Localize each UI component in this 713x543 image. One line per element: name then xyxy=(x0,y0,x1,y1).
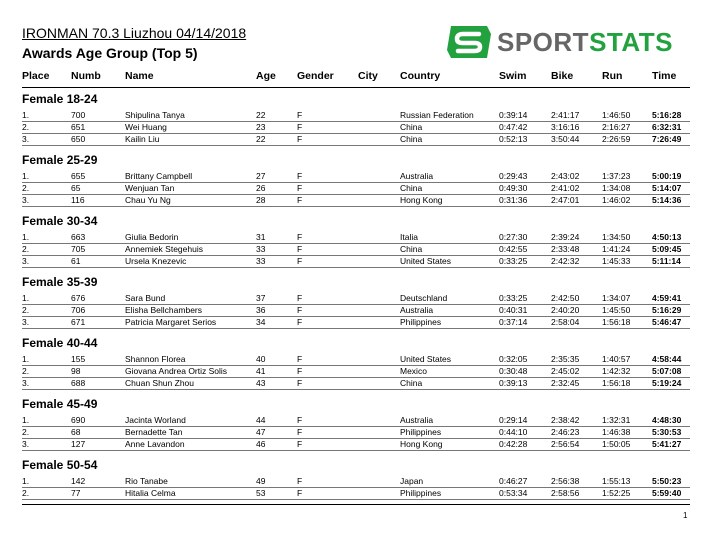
cell-bike: 2:45:02 xyxy=(551,366,580,376)
cell-age: 36 xyxy=(256,305,266,315)
cell-place: 3. xyxy=(22,317,30,327)
cell-gender: F xyxy=(297,366,303,376)
column-header-city: City xyxy=(358,70,378,82)
cell-swim: 0:29:43 xyxy=(499,171,528,181)
cell-place: 3. xyxy=(22,134,30,144)
cell-place: 2. xyxy=(22,244,30,254)
age-group-title: Female 45-49 xyxy=(22,397,98,411)
cell-bike: 2:38:42 xyxy=(551,415,580,425)
cell-run: 1:45:50 xyxy=(602,305,631,315)
cell-run: 1:32:31 xyxy=(602,415,631,425)
cell-time: 5:30:53 xyxy=(652,427,682,437)
cell-time: 5:11:14 xyxy=(652,256,681,266)
table-row xyxy=(22,194,690,207)
cell-place: 2. xyxy=(22,122,30,132)
age-group-title: Female 40-44 xyxy=(22,336,98,350)
cell-name: Chuan Shun Zhou xyxy=(125,378,194,388)
cell-time: 5:00:19 xyxy=(652,171,682,181)
cell-age: 23 xyxy=(256,122,266,132)
cell-country: Mexico xyxy=(400,366,427,376)
cell-bike: 2:43:02 xyxy=(551,171,580,181)
cell-run: 1:50:05 xyxy=(602,439,631,449)
cell-country: Russian Federation xyxy=(400,110,474,120)
cell-run: 1:34:50 xyxy=(602,232,631,242)
cell-time: 5:41:27 xyxy=(652,439,682,449)
cell-time: 4:48:30 xyxy=(652,415,682,425)
sportstats-s-icon xyxy=(445,24,493,60)
page-number: 1 xyxy=(683,511,688,520)
cell-gender: F xyxy=(297,256,303,266)
cell-bike: 3:16:16 xyxy=(551,122,580,132)
cell-gender: F xyxy=(297,195,303,205)
cell-numb: 116 xyxy=(71,195,85,205)
cell-country: Philippines xyxy=(400,317,442,327)
cell-bike: 2:42:32 xyxy=(551,256,580,266)
cell-bike: 2:56:54 xyxy=(551,439,580,449)
cell-time: 4:50:13 xyxy=(652,232,682,242)
cell-name: Rio Tanabe xyxy=(125,476,168,486)
cell-numb: 690 xyxy=(71,415,86,425)
column-header-numb: Numb xyxy=(71,70,101,82)
cell-bike: 2:32:45 xyxy=(551,378,580,388)
cell-age: 40 xyxy=(256,354,266,364)
cell-name: Shipulina Tanya xyxy=(125,110,185,120)
cell-gender: F xyxy=(297,488,303,498)
cell-age: 31 xyxy=(256,232,266,242)
cell-name: Shannon Florea xyxy=(125,354,186,364)
cell-age: 33 xyxy=(256,256,266,266)
cell-place: 1. xyxy=(22,293,30,303)
cell-gender: F xyxy=(297,427,303,437)
cell-age: 49 xyxy=(256,476,266,486)
cell-age: 53 xyxy=(256,488,266,498)
cell-age: 33 xyxy=(256,244,266,254)
cell-country: China xyxy=(400,134,423,144)
age-group-title: Female 25-29 xyxy=(22,153,98,167)
cell-name: Chau Yu Ng xyxy=(125,195,171,205)
cell-gender: F xyxy=(297,183,303,193)
cell-run: 2:16:27 xyxy=(602,122,631,132)
cell-gender: F xyxy=(297,378,303,388)
cell-bike: 2:40:20 xyxy=(551,305,580,315)
cell-swim: 0:42:28 xyxy=(499,439,528,449)
cell-numb: 655 xyxy=(71,171,86,181)
cell-bike: 2:58:04 xyxy=(551,317,580,327)
cell-gender: F xyxy=(297,439,303,449)
table-row xyxy=(22,377,690,390)
cell-name: Brittany Campbell xyxy=(125,171,193,181)
column-header-place: Place xyxy=(22,70,50,82)
cell-numb: 676 xyxy=(71,293,86,303)
table-row xyxy=(22,438,690,451)
table-row xyxy=(22,487,690,500)
cell-time: 5:46:47 xyxy=(652,317,682,327)
cell-run: 2:26:59 xyxy=(602,134,631,144)
cell-run: 1:52:25 xyxy=(602,488,631,498)
cell-name: Annemiek Stegehuis xyxy=(125,244,203,254)
column-header-name: Name xyxy=(125,70,154,82)
cell-country: Hong Kong xyxy=(400,439,443,449)
column-header-country: Country xyxy=(400,70,441,82)
cell-bike: 2:47:01 xyxy=(551,195,580,205)
cell-country: Italia xyxy=(400,232,418,242)
cell-place: 1. xyxy=(22,415,30,425)
cell-age: 47 xyxy=(256,427,266,437)
cell-country: Australia xyxy=(400,415,434,425)
cell-swim: 0:39:13 xyxy=(499,378,528,388)
cell-place: 2. xyxy=(22,488,30,498)
cell-country: Hong Kong xyxy=(400,195,443,205)
cell-place: 3. xyxy=(22,378,30,388)
cell-time: 7:26:49 xyxy=(652,134,682,144)
cell-country: Australia xyxy=(400,171,434,181)
cell-age: 46 xyxy=(256,439,266,449)
cell-gender: F xyxy=(297,305,303,315)
cell-numb: 68 xyxy=(71,427,81,437)
cell-country: Australia xyxy=(400,305,434,315)
cell-place: 3. xyxy=(22,195,30,205)
cell-time: 5:16:29 xyxy=(652,305,682,315)
cell-numb: 127 xyxy=(71,439,86,449)
cell-name: Kailin Liu xyxy=(125,134,160,144)
cell-numb: 77 xyxy=(71,488,81,498)
cell-swim: 0:37:14 xyxy=(499,317,528,327)
cell-age: 28 xyxy=(256,195,266,205)
cell-run: 1:37:23 xyxy=(602,171,631,181)
cell-age: 22 xyxy=(256,134,266,144)
sportstats-logo xyxy=(445,24,673,60)
cell-age: 26 xyxy=(256,183,266,193)
cell-numb: 651 xyxy=(71,122,86,132)
cell-place: 1. xyxy=(22,354,30,364)
cell-age: 37 xyxy=(256,293,266,303)
cell-time: 4:59:41 xyxy=(652,293,682,303)
report-title: IRONMAN 70.3 Liuzhou 04/14/2018 xyxy=(22,25,247,41)
cell-age: 27 xyxy=(256,171,266,181)
table-row xyxy=(22,316,690,329)
cell-name: Bernadette Tan xyxy=(125,427,183,437)
table-row xyxy=(22,255,690,268)
cell-name: Elisha Bellchambers xyxy=(125,305,203,315)
cell-gender: F xyxy=(297,171,303,181)
cell-country: Philippines xyxy=(400,427,442,437)
cell-run: 1:41:24 xyxy=(602,244,631,254)
cell-swim: 0:52:13 xyxy=(499,134,528,144)
cell-numb: 61 xyxy=(71,256,81,266)
cell-time: 5:09:45 xyxy=(652,244,682,254)
cell-run: 1:40:57 xyxy=(602,354,631,364)
cell-bike: 2:46:23 xyxy=(551,427,580,437)
age-group-title: Female 18-24 xyxy=(22,92,98,106)
cell-bike: 2:41:02 xyxy=(551,183,580,193)
cell-numb: 663 xyxy=(71,232,86,242)
cell-run: 1:46:50 xyxy=(602,110,631,120)
cell-time: 5:14:07 xyxy=(652,183,682,193)
cell-numb: 705 xyxy=(71,244,86,254)
cell-swim: 0:31:36 xyxy=(499,195,528,205)
age-group-title: Female 50-54 xyxy=(22,458,98,472)
cell-name: Sara Bund xyxy=(125,293,166,303)
cell-run: 1:34:08 xyxy=(602,183,631,193)
cell-name: Patricia Margaret Serios xyxy=(125,317,217,327)
cell-name: Giulia Bedorin xyxy=(125,232,179,242)
cell-run: 1:45:33 xyxy=(602,256,631,266)
cell-place: 2. xyxy=(22,427,30,437)
cell-swim: 0:30:48 xyxy=(499,366,528,376)
column-header-age: Age xyxy=(256,70,276,82)
cell-country: Philippines xyxy=(400,488,442,498)
cell-swim: 0:47:42 xyxy=(499,122,528,132)
cell-bike: 2:33:48 xyxy=(551,244,580,254)
cell-country: China xyxy=(400,378,423,388)
cell-name: Wei Huang xyxy=(125,122,167,132)
cell-place: 1. xyxy=(22,476,30,486)
cell-gender: F xyxy=(297,354,303,364)
column-header-gender: Gender xyxy=(297,70,334,82)
cell-run: 1:46:02 xyxy=(602,195,631,205)
cell-swim: 0:27:30 xyxy=(499,232,528,242)
cell-name: Anne Lavandon xyxy=(125,439,185,449)
cell-time: 6:32:31 xyxy=(652,122,682,132)
cell-numb: 688 xyxy=(71,378,86,388)
logo-wordmark: SPORTSTATS xyxy=(497,27,673,57)
cell-run: 1:56:18 xyxy=(602,317,631,327)
cell-country: United States xyxy=(400,256,452,266)
cell-age: 41 xyxy=(256,366,266,376)
table-row xyxy=(22,133,690,146)
cell-bike: 2:39:24 xyxy=(551,232,580,242)
cell-run: 1:55:13 xyxy=(602,476,631,486)
cell-gender: F xyxy=(297,134,303,144)
cell-place: 3. xyxy=(22,256,30,266)
cell-swim: 0:53:34 xyxy=(499,488,528,498)
column-header-run: Run xyxy=(602,70,623,82)
cell-country: Deutschland xyxy=(400,293,448,303)
cell-numb: 65 xyxy=(71,183,81,193)
cell-place: 1. xyxy=(22,171,30,181)
cell-numb: 142 xyxy=(71,476,86,486)
cell-name: Jacinta Worland xyxy=(125,415,186,425)
cell-time: 5:59:40 xyxy=(652,488,682,498)
cell-place: 2. xyxy=(22,305,30,315)
cell-swim: 0:42:55 xyxy=(499,244,528,254)
cell-bike: 2:41:17 xyxy=(551,110,580,120)
cell-swim: 0:29:14 xyxy=(499,415,528,425)
cell-run: 1:56:18 xyxy=(602,378,631,388)
cell-time: 5:50:23 xyxy=(652,476,682,486)
cell-bike: 2:56:38 xyxy=(551,476,580,486)
column-header-bike: Bike xyxy=(551,70,574,82)
cell-gender: F xyxy=(297,476,303,486)
cell-place: 3. xyxy=(22,439,30,449)
cell-age: 43 xyxy=(256,378,266,388)
cell-swim: 0:33:25 xyxy=(499,256,528,266)
cell-swim: 0:39:14 xyxy=(499,110,528,120)
cell-numb: 706 xyxy=(71,305,86,315)
cell-swim: 0:40:31 xyxy=(499,305,528,315)
cell-run: 1:34:07 xyxy=(602,293,631,303)
cell-place: 2. xyxy=(22,366,30,376)
cell-gender: F xyxy=(297,110,303,120)
cell-gender: F xyxy=(297,122,303,132)
cell-name: Ursela Knezevic xyxy=(125,256,187,266)
cell-swim: 0:32:05 xyxy=(499,354,528,364)
cell-time: 5:16:28 xyxy=(652,110,682,120)
cell-gender: F xyxy=(297,244,303,254)
cell-time: 5:07:08 xyxy=(652,366,682,376)
cell-country: United States xyxy=(400,354,452,364)
column-header-time: Time xyxy=(652,70,677,82)
cell-age: 22 xyxy=(256,110,266,120)
cell-gender: F xyxy=(297,293,303,303)
footer-divider xyxy=(22,504,690,505)
cell-time: 4:58:44 xyxy=(652,354,682,364)
cell-place: 1. xyxy=(22,232,30,242)
cell-name: Giovana Andrea Ortiz Solis xyxy=(125,366,228,376)
cell-country: China xyxy=(400,122,423,132)
cell-numb: 98 xyxy=(71,366,81,376)
cell-numb: 650 xyxy=(71,134,86,144)
cell-age: 44 xyxy=(256,415,266,425)
cell-numb: 671 xyxy=(71,317,86,327)
cell-bike: 2:35:35 xyxy=(551,354,580,364)
cell-run: 1:46:38 xyxy=(602,427,631,437)
header-divider xyxy=(22,87,690,88)
column-header-swim: Swim xyxy=(499,70,527,82)
cell-country: China xyxy=(400,244,423,254)
cell-gender: F xyxy=(297,415,303,425)
age-group-title: Female 35-39 xyxy=(22,275,98,289)
cell-country: Japan xyxy=(400,476,424,486)
cell-run: 1:42:32 xyxy=(602,366,631,376)
cell-bike: 3:50:44 xyxy=(551,134,580,144)
cell-gender: F xyxy=(297,317,303,327)
cell-age: 34 xyxy=(256,317,266,327)
cell-swim: 0:33:25 xyxy=(499,293,528,303)
cell-bike: 2:58:56 xyxy=(551,488,580,498)
cell-place: 1. xyxy=(22,110,30,120)
report-subtitle: Awards Age Group (Top 5) xyxy=(22,45,198,61)
cell-numb: 155 xyxy=(71,354,86,364)
cell-swim: 0:46:27 xyxy=(499,476,528,486)
cell-name: Hitalia Celma xyxy=(125,488,176,498)
age-group-title: Female 30-34 xyxy=(22,214,98,228)
cell-swim: 0:44:10 xyxy=(499,427,528,437)
cell-numb: 700 xyxy=(71,110,86,120)
cell-place: 2. xyxy=(22,183,30,193)
cell-country: China xyxy=(400,183,423,193)
cell-time: 5:14:36 xyxy=(652,195,682,205)
cell-name: Wenjuan Tan xyxy=(125,183,175,193)
cell-time: 5:19:24 xyxy=(652,378,682,388)
cell-gender: F xyxy=(297,232,303,242)
cell-bike: 2:42:50 xyxy=(551,293,580,303)
cell-swim: 0:49:30 xyxy=(499,183,528,193)
